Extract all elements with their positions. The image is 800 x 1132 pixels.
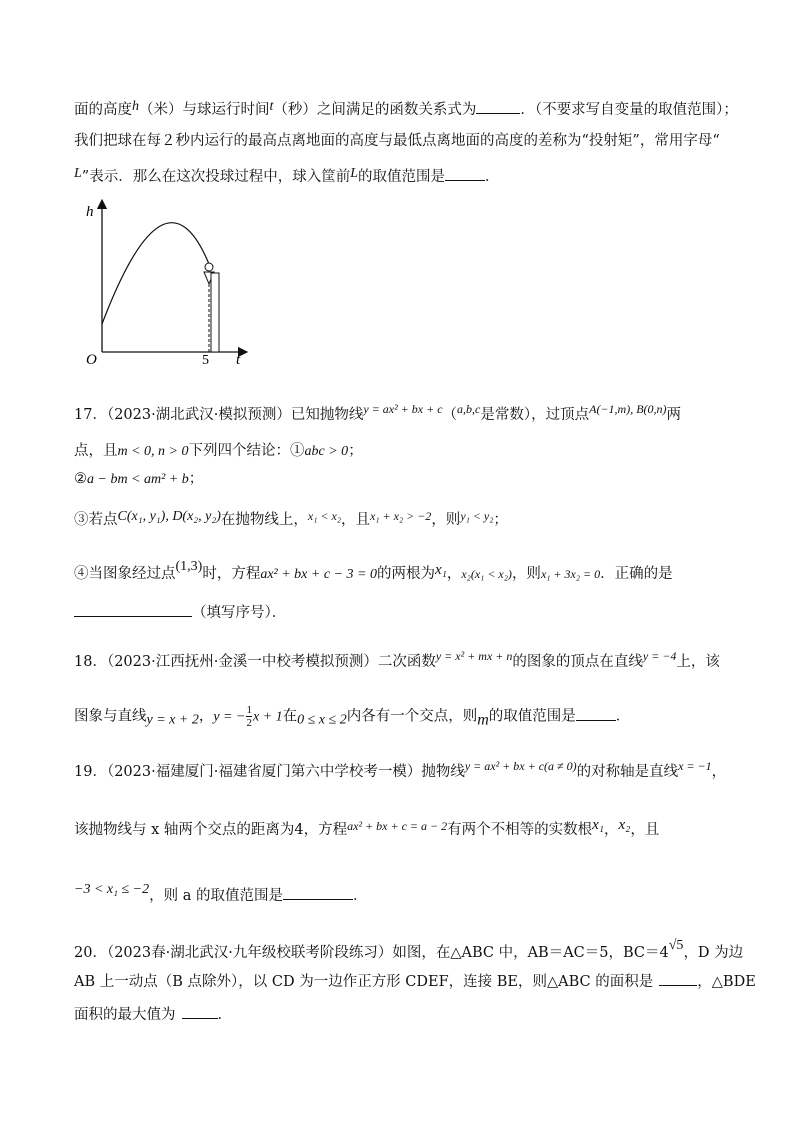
problem-source: （2023·福建厦门·福建省厦门第六中学校考一模） [106, 764, 422, 780]
text: 上，该 [676, 654, 720, 670]
math: x₁ [592, 817, 604, 833]
answer-blank[interactable] [182, 1004, 218, 1019]
text: 的图象的顶点在直线 [512, 654, 643, 670]
text: ③若点 [74, 512, 118, 528]
p20-line-3 [74, 1004, 232, 1025]
math: x + 1 [252, 709, 283, 725]
text: 如图，在△ABC 中，AB＝AC＝5，BC＝4 [392, 945, 669, 961]
text: 抛物线 [421, 764, 465, 780]
text: 面积的最大值为 [74, 1007, 176, 1023]
text: （米）与球运行时间 [139, 102, 270, 118]
text: 图象与直线 [74, 708, 147, 725]
text: AB 上一动点（B 点除外），以 CD 为一边作正方形 CDEF，连接 BE，则△ABC 的面积是 [74, 974, 654, 990]
text: ② [74, 471, 87, 487]
var-m: m [477, 711, 489, 729]
p17-line-1 [74, 399, 681, 425]
text: 是常数），过顶点 [480, 407, 590, 423]
text: ，且 [630, 822, 660, 838]
answer-blank[interactable] [283, 885, 353, 900]
math: −3 < x₁ ≤ −2 [74, 882, 150, 897]
var-h: h [132, 99, 139, 114]
p17-line-6 [74, 602, 286, 623]
math: 0 ≤ x ≤ 2 [297, 712, 347, 728]
var-L: L [350, 166, 359, 181]
text: ； [348, 443, 363, 459]
p20-line-2 [74, 971, 756, 992]
pole [211, 273, 219, 352]
text: ，D 为边 [683, 945, 744, 961]
text: （ [442, 407, 458, 423]
fraction [246, 704, 252, 729]
p16-line-1 [74, 97, 738, 120]
math: √5 [668, 938, 684, 953]
text: 内各有一个交点，则 [346, 708, 478, 725]
equation: y = x² + mx + n [435, 649, 513, 663]
equation: ax² + bx + c − 3 = 0 [260, 567, 377, 582]
var-t: t [269, 99, 274, 114]
problem-number: 17． [74, 407, 107, 423]
math: m < 0, n > 0 [117, 444, 189, 459]
answer-blank[interactable] [576, 706, 616, 721]
conclusion-2: a − bm < am² + b [87, 472, 189, 487]
text: ．（不要求写自变量的取值范围）； [520, 102, 738, 118]
text: 面的高度 [74, 102, 132, 118]
text: 二次函数 [377, 654, 436, 670]
text: ，则 [511, 566, 541, 582]
text: ； [188, 471, 204, 487]
math: x₁ + x₂ > −2 [370, 509, 432, 523]
parabola-curve [102, 223, 209, 324]
problem-source: （2023春·湖北武汉·九年级校联考阶段练习） [106, 945, 393, 961]
problem-source: （2023·江西抚州·金溪一中校考模拟预测） [106, 654, 378, 670]
text: 时，方程 [202, 566, 261, 582]
math: a,b,c [457, 402, 481, 416]
parabola-figure [80, 196, 260, 368]
text: （填写序号）． [192, 605, 287, 621]
math: y = − [213, 709, 246, 725]
equation: y = ax² + bx + c [363, 402, 443, 416]
text: ，且 [341, 512, 371, 528]
text: ④当图象经过点 [74, 566, 176, 582]
text: ． [615, 708, 631, 725]
problem-number: 20． [74, 945, 107, 961]
math: x₂ [618, 817, 631, 833]
math: x₂(x₁ < x₂) [461, 567, 512, 581]
p17-line-3 [74, 469, 203, 490]
text: 的对称轴是直线 [576, 764, 679, 780]
p18-line-1 [74, 646, 720, 672]
answer-blank[interactable] [74, 602, 192, 617]
math: x₁ < x₂ [307, 509, 342, 523]
answer-blank[interactable] [445, 166, 485, 181]
p17-line-5 [74, 557, 673, 585]
text: ，△BDE [697, 974, 756, 990]
answer-blank[interactable] [476, 99, 520, 114]
axis-h-label: h [86, 204, 94, 220]
text: ． [485, 169, 500, 185]
origin-label: O [86, 352, 97, 368]
p17-line-4 [74, 506, 508, 530]
text: 的两根为 [376, 566, 435, 582]
math: C(x₁, y₁), D(x₂, y₂) [117, 509, 221, 524]
text: ．正确的是 [600, 566, 673, 582]
text: ； [493, 512, 508, 528]
point: (1,3) [175, 559, 203, 574]
fraction-denominator: 2 [246, 717, 252, 729]
p20-line-1 [74, 936, 743, 963]
math: x = −1 [678, 759, 712, 773]
math: x₁ [434, 562, 447, 578]
p16-line-3 [74, 164, 500, 187]
text: 该抛物线与 x 轴两个交点的距离为4，方程 [74, 822, 348, 838]
problem-source: （2023·湖北武汉·模拟预测） [106, 407, 291, 423]
text: 的取值范围是 [358, 169, 446, 185]
fraction-numerator: 1 [246, 704, 252, 716]
p18-line-2 [74, 704, 630, 731]
text: ， [198, 708, 214, 725]
equation: ax² + bx + c = a − 2 [347, 819, 448, 833]
text: ”表示．那么在这次投球过程中，球入筐前 [81, 169, 351, 185]
text: ． [217, 1007, 232, 1023]
text: 有两个不相等的实数根 [447, 822, 593, 838]
p16-line-2 [74, 131, 720, 151]
text: ，则 a 的取值范围是 [149, 888, 283, 904]
text: 我们把球在每２秒内运行的最高点离地面的高度与最低点离地面的高度的差称为“投射矩”，常用字母“ [74, 133, 720, 149]
math: y = x + 2 [146, 712, 199, 728]
math: x₁ + 3x₂ = 0 [540, 567, 601, 581]
conclusion-1: abc > 0 [304, 444, 349, 459]
equation: y = ax² + bx + c(a ≠ 0) [464, 759, 577, 773]
text: 在抛物线上， [220, 512, 308, 528]
p17-line-2 [74, 441, 363, 462]
text: 已知抛物线 [290, 407, 364, 423]
p19-line-2 [74, 815, 659, 840]
text: 下列四个结论：① [188, 443, 305, 459]
text: ， [711, 764, 727, 780]
math: y = −4 [642, 649, 677, 663]
problem-number: 19． [74, 764, 107, 780]
text: 的取值范围是 [488, 708, 576, 725]
math: y₁ < y₂ [460, 509, 494, 523]
text: 点，且 [74, 443, 118, 459]
answer-blank[interactable] [659, 971, 697, 986]
p19-line-1 [74, 756, 726, 782]
tick-5-label: 5 [202, 353, 209, 368]
axis-t-label: t [236, 352, 241, 368]
text: ， [446, 566, 462, 582]
text: （秒）之间满足的函数关系式为 [273, 102, 477, 118]
text: ， [603, 822, 619, 838]
text: ． [352, 888, 368, 904]
var-L: L [74, 166, 82, 181]
problem-number: 18． [74, 654, 107, 670]
text: 在 [282, 708, 298, 725]
ball [205, 263, 213, 271]
text: ，则 [431, 512, 461, 528]
points: A(−1,m), B(0,n) [589, 402, 667, 416]
p19-line-3 [74, 880, 367, 906]
text: 两 [666, 407, 682, 423]
